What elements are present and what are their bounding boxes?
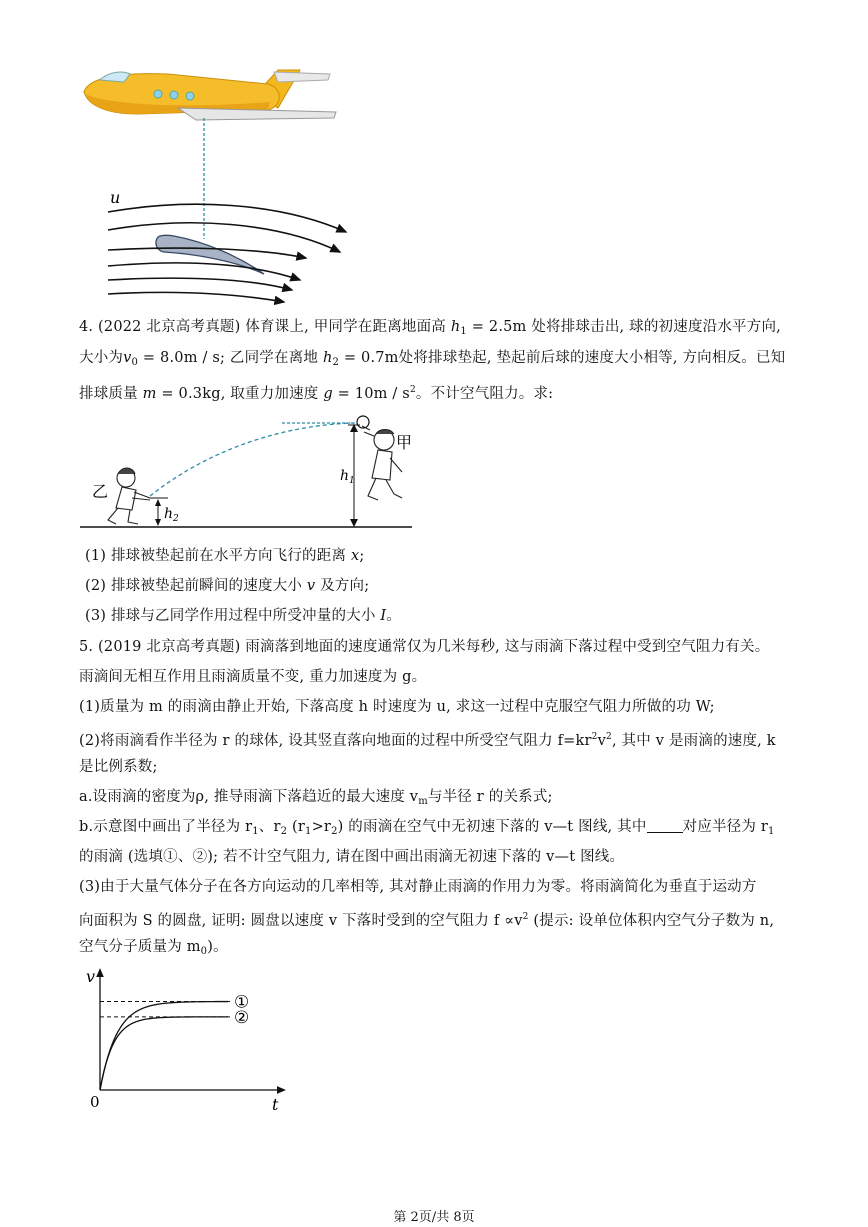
q5-line-1: 5. (2019 北京高考真题) 雨滴落到地面的速度通常仅为几米每秒, 这与雨滴下落过程中受到空气阻力有关。 (79, 639, 770, 655)
label-yi: 乙 (92, 482, 109, 501)
q5-line-2: 雨滴间无相互作用且雨滴质量不变, 重力加速度为 g。 (79, 669, 427, 685)
q4-sub-3: (3) 排球与乙同学作用过程中所受冲量的大小 I。 (85, 608, 401, 624)
q5-line-5: 是比例系数; (79, 759, 158, 775)
answer-blank[interactable] (647, 818, 683, 833)
q5-line-10: 向面积为 S 的圆盘, 证明: 圆盘以速度 v 下落时受到的空气阻力 $f \propto v^2$ (提示: 设单位体积内空气分子数为 n, (79, 912, 775, 929)
q4-line-3: 排球质量 m = 0.3kg, 取重力加速度 $g = 10m / s^2$。不计空气阻力。求: (79, 385, 554, 402)
page-footer: 第 2页/共 8页 (393, 1210, 475, 1225)
h2-label: $h_2$ (164, 506, 179, 524)
person-yi (108, 468, 150, 524)
q5-line-6: a.设雨滴的密度为ρ, 推导雨滴下落趋近的最大速度 $v_m$与半径 r 的关系式; (79, 789, 553, 807)
flow-label-u: u (110, 188, 121, 207)
q5-line-4: (2)将雨滴看作半径为 r 的球体, 设其竖直落向地面的过程中所受空气阻力 $f=kr^2v^2$, 其中 v 是雨滴的速度, k (79, 732, 776, 749)
q5-line-3: (1)质量为 m 的雨滴由静止开始, 下落高度 h 时速度为 u, 求这一过程中克服空气阻力所做的功 W; (79, 699, 715, 715)
y-axis-label: v (86, 967, 96, 986)
curve-2 (100, 1017, 228, 1090)
v-t-chart (78, 964, 298, 1114)
q4-sub-1: (1) 排球被垫起前在水平方向飞行的距离 x; (85, 548, 365, 564)
q5-line-9: (3)由于大量气体分子在各方向运动的几率相等, 其对静止雨滴的作用力为零。将雨滴简化为垂直于运动方 (79, 879, 757, 895)
origin-label: 0 (90, 1093, 100, 1111)
volleyball-figure (78, 408, 418, 533)
series-label-2: ② (234, 1007, 250, 1028)
q5-line-7: b.示意图中画出了半径为 $r_1$、$r_2$ $(r_1>r_2)$ 的雨滴在空气中无初速下落的 v—t 图线, 其中 对应半径为 $r_1$ (79, 819, 775, 837)
q5-line-11: 空气分子质量为 $m_0$)。 (79, 939, 228, 957)
x-axis-label: t (272, 1095, 279, 1114)
q4-line-2: 大小为$v_0 = 8.0m / s$; 乙同学在离地 $h_2 = 0.7m$处将排球垫起, 垫起前后球的速度大小相等, 方向相反。已知 (79, 350, 786, 368)
label-jia: 甲 (396, 433, 413, 452)
curve-1 (100, 1002, 228, 1090)
q5-line-8: 的雨滴 (选填①、②); 若不计空气阻力, 请在图中画出雨滴无初速下落的 v—t 图线。 (79, 849, 625, 865)
q4-sub-2: (2) 排球被垫起前瞬间的速度大小 v 及方向; (85, 578, 370, 594)
h1-label: $h_1$ (340, 468, 355, 486)
series-label-1: ① (234, 992, 250, 1013)
airplane-airfoil-figure (78, 62, 348, 307)
q4-line-1: 4. (2022 北京高考真题) 体育课上, 甲同学在距离地面高 $h_1 = 2.5m$ 处将排球击出, 球的初速度沿水平方向, (79, 319, 781, 337)
